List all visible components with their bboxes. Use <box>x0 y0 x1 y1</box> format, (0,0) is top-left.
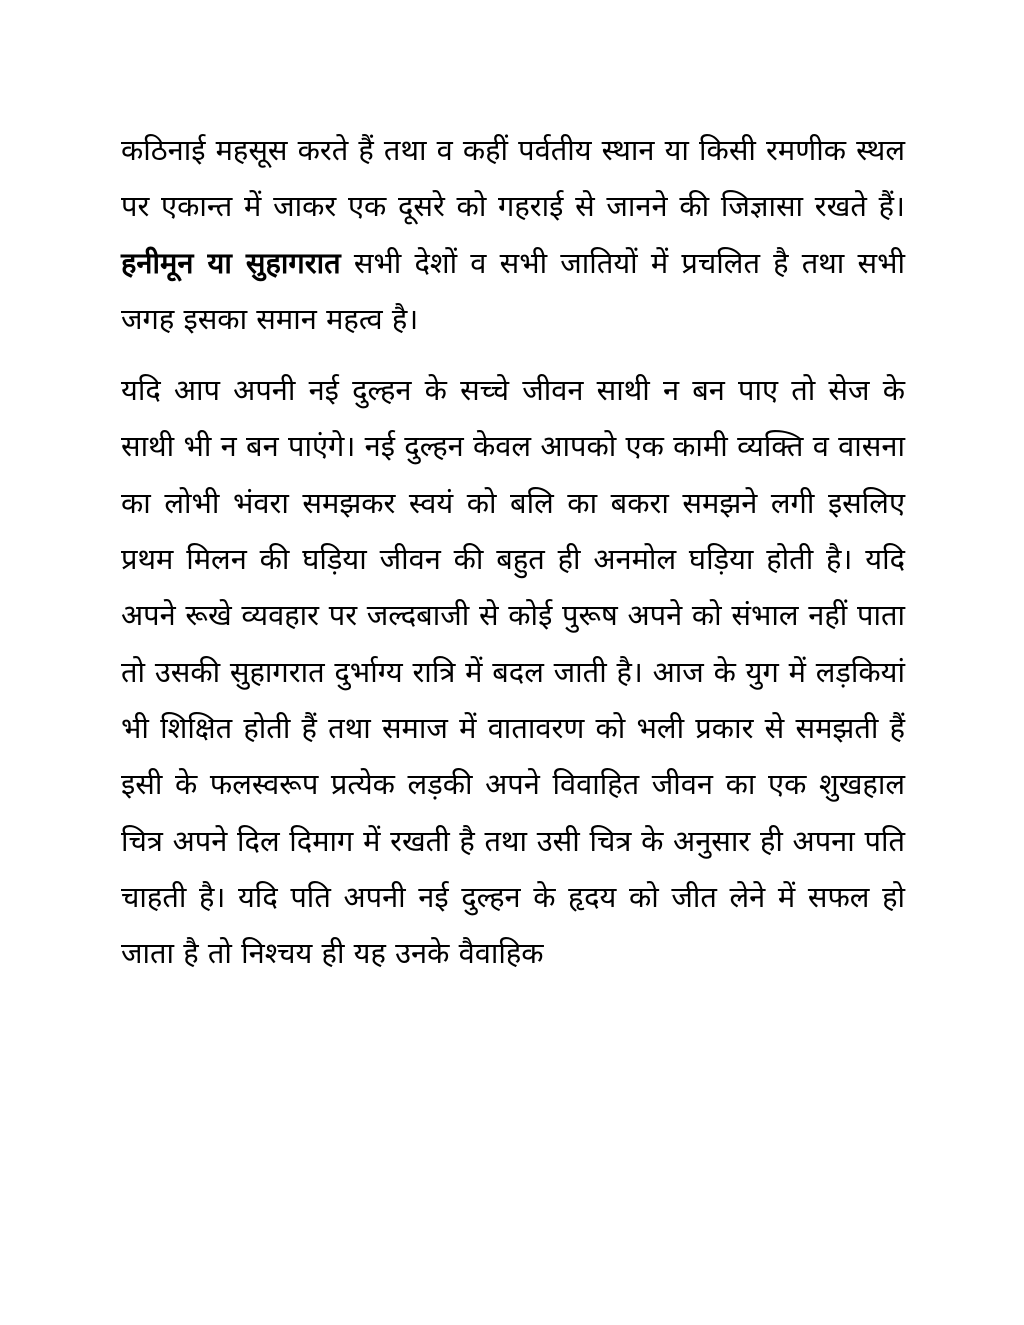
paragraph-1 <box>121 122 905 347</box>
paragraph-1-text-start: कठिनाई महसूस करते हैं तथा व कहीं पर्वतीय स्थान या किसी रमणीक स्थल पर एकान्त में जाकर एक दूसरे को गहराई से जानने की जिज्ञासा रखते हैं। <box>121 133 905 224</box>
paragraph-1-bold-phrase: हनीमून या सुहागरात <box>121 245 341 280</box>
paragraph-2: यदि आप अपनी नई दुल्हन के सच्चे जीवन साथी न बन पाए तो सेज के साथी भी न बन पाएंगे। नई दुल्हन केवल आपको एक कामी व्यक्ति व वासना का लोभी भंवरा समझकर स्वयं को बलि का बकरा समझने लगी इसलिए प्रथम मिलन की घड़िया जीवन की बहुत ही अनमोल घड़िया होती है। यदि अपने रूखे व्यवहार पर जल्दबाजी से कोई पुरूष अपने को संभाल नहीं पाता तो उसकी सुहागरात दुर्भाग्य रात्रि में बदल जाती है। आज के युग में लड़कियां भी शिक्षित होती हैं तथा समाज में वातावरण को भली प्रकार से समझती हैं इसी के फलस्वरूप प्रत्येक लड़की अपने विवाहित जीवन का एक शुखहाल चित्र अपने दिल दिमाग में रखती है तथा उसी चित्र के अनुसार ही अपना पति चाहती है। यदि पति अपनी नई दुल्हन के हृदय को जीत लेने में सफल हो जाता है तो निश्चय ही यह उनके वैवाहिक <box>121 373 905 971</box>
document-page <box>121 122 905 981</box>
paragraph-1-text-end: सभी देशों व सभी जातियों में प्रचलित है तथा सभी जगह इसका समान महत्व है। <box>121 245 906 336</box>
